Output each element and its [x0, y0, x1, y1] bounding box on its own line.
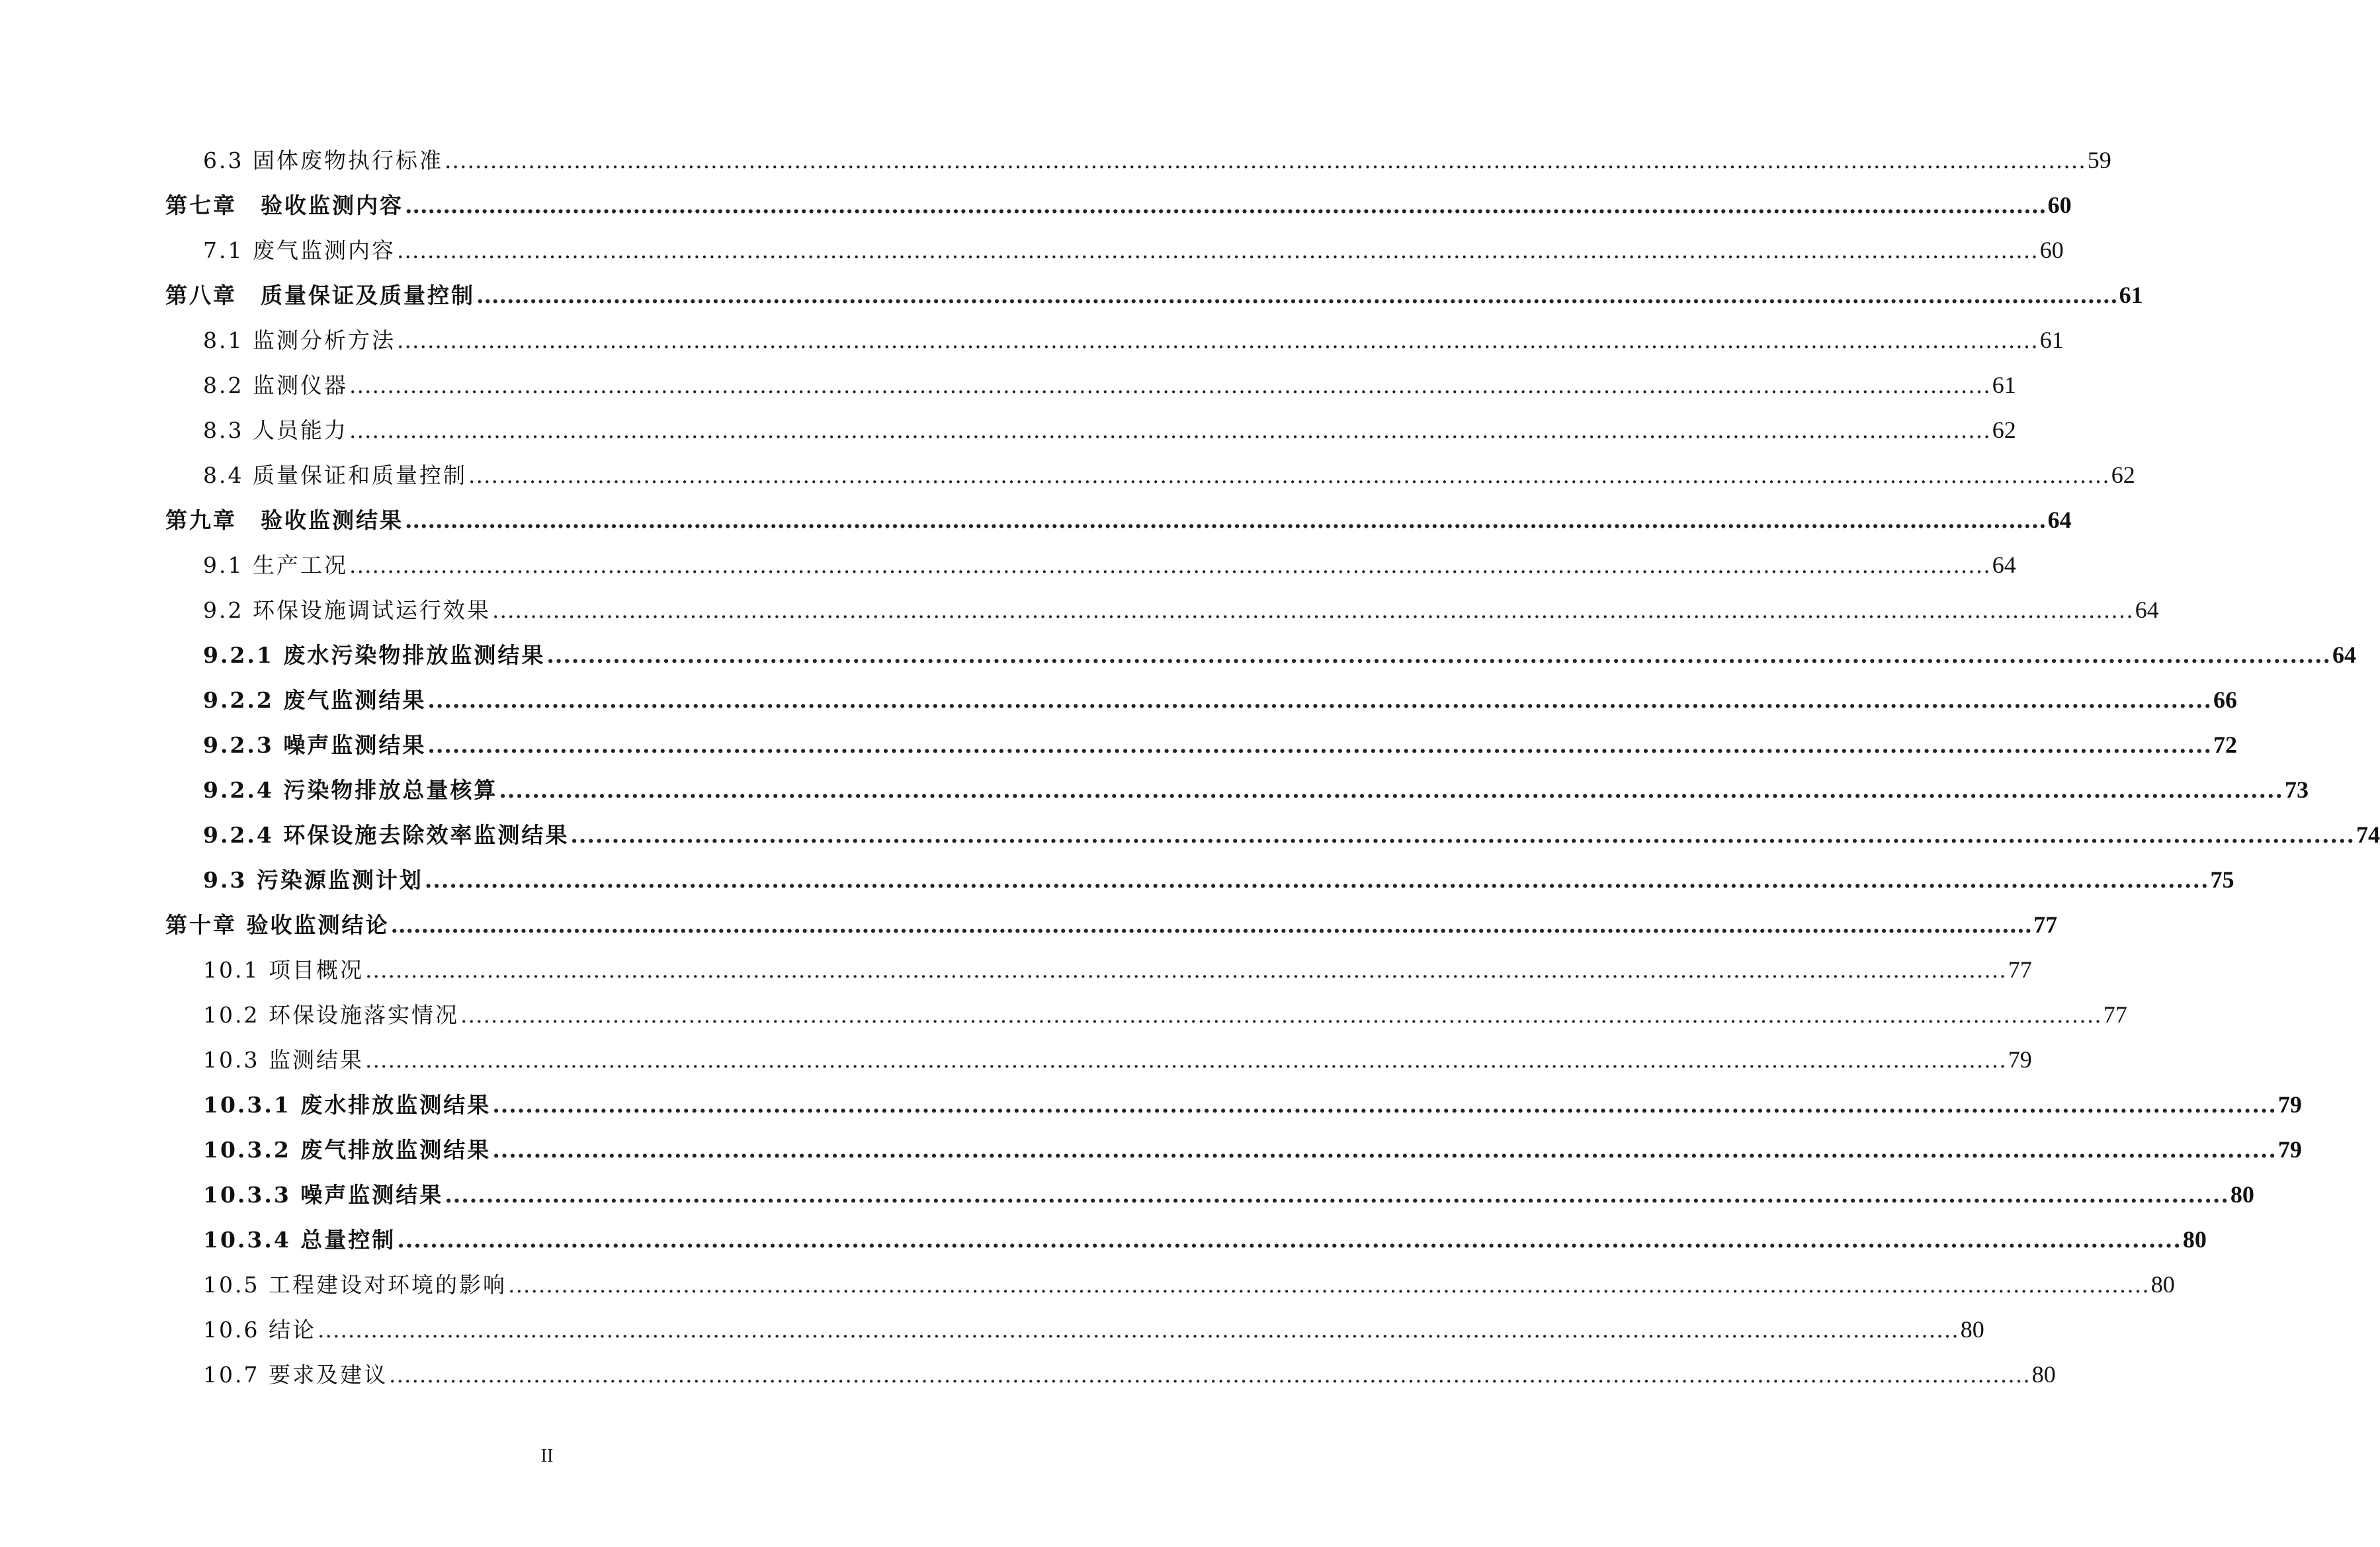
toc-entry-label: 9.2.2 废气监测结果	[203, 687, 427, 713]
toc-entry-label: 9.2.4 环保设施去除效率监测结果	[203, 822, 570, 848]
toc-leader-dots: ........................................................................................................................................................................................................................	[397, 1227, 2182, 1253]
toc-entry-label: 10.3.2 废气排放监测结果	[203, 1137, 491, 1163]
toc-entry[interactable]	[203, 369, 2016, 401]
toc-entry-label: 8.1 监测分析方法	[203, 327, 396, 353]
toc-leader-dots: ........................................................................................................................................................................................................................	[396, 327, 2039, 353]
toc-entry-page: 75	[2210, 866, 2234, 893]
toc-chapter-entry[interactable]	[165, 504, 2072, 536]
toc-entry-page: 80	[2031, 1361, 2056, 1388]
toc-entry[interactable]	[203, 684, 2237, 716]
toc-entry-label: 9.3 污染源监测计划	[203, 867, 423, 893]
toc-entry-page: 59	[2087, 147, 2111, 173]
toc-entry[interactable]	[203, 1314, 1984, 1345]
toc-entry-label: 10.3 监测结果	[203, 1047, 364, 1073]
toc-entry-page: 64	[1992, 552, 2016, 578]
toc-entry-page: 80	[2150, 1271, 2175, 1298]
toc-leader-dots: ........................................................................................................................................................................................................................	[468, 462, 2110, 488]
toc-chapter-entry[interactable]	[165, 189, 2072, 221]
toc-entry-page: 61	[2039, 327, 2064, 353]
toc-leader-dots: ........................................................................................................................................................................................................................	[492, 1092, 2277, 1118]
toc-entry-label: 10.2 环保设施落实情况	[203, 1002, 459, 1028]
toc-leader-dots: ........................................................................................................................................................................................................................	[317, 1317, 1959, 1343]
toc-entry-page: 79	[2277, 1091, 2302, 1118]
toc-entry-page: 64	[2047, 507, 2072, 533]
toc-entry-page: 66	[2213, 687, 2237, 713]
toc-entry[interactable]	[203, 864, 2234, 896]
toc-entry-label: 10.7 要求及建议	[203, 1362, 388, 1388]
toc-entry-label: 10.3.1 废水排放监测结果	[203, 1092, 491, 1118]
toc-leader-dots: ........................................................................................................................................................................................................................	[499, 777, 2283, 803]
toc-entry-page: 79	[2008, 1046, 2032, 1073]
toc-entry[interactable]	[203, 144, 2111, 176]
toc-leader-dots: ........................................................................................................................................................................................................................	[390, 912, 2033, 938]
toc-entry[interactable]	[203, 1269, 2175, 1300]
toc-entry[interactable]	[203, 1179, 2254, 1210]
toc-entry[interactable]	[203, 1224, 2207, 1255]
toc-entry-label: 第九章 验收监测结果	[165, 507, 404, 533]
toc-entry-label: 10.5 工程建设对环境的影响	[203, 1272, 507, 1298]
toc-leader-dots: ........................................................................................................................................................................................................................	[349, 417, 1991, 443]
toc-chapter-entry[interactable]	[165, 909, 2058, 941]
toc-entry[interactable]	[203, 729, 2237, 761]
toc-entry-page: 80	[1960, 1316, 1984, 1343]
toc-leader-dots: ........................................................................................................................................................................................................................	[388, 1362, 2031, 1388]
toc-leader-dots: ........................................................................................................................................................................................................................	[349, 552, 1991, 578]
toc-entry-label: 6.3 固体废物执行标准	[203, 147, 443, 173]
page-number: II	[540, 1446, 554, 1466]
toc-entry-label: 9.1 生产工况	[203, 552, 348, 578]
toc-entry-label: 7.1 废气监测内容	[203, 237, 396, 263]
toc-leader-dots: ........................................................................................................................................................................................................................	[427, 732, 2212, 758]
toc-entry[interactable]	[203, 324, 2064, 356]
toc-entry[interactable]	[203, 1134, 2302, 1165]
toc-entry-page: 64	[2332, 642, 2356, 668]
toc-entry-page: 60	[2047, 192, 2072, 218]
toc-entry-label: 8.4 质量保证和质量控制	[203, 462, 467, 488]
toc-entry[interactable]	[203, 999, 2127, 1030]
toc-entry[interactable]	[203, 774, 2309, 806]
toc-leader-dots: ........................................................................................................................................................................................................................	[424, 867, 2209, 893]
toc-entry-label: 第七章 验收监测内容	[165, 192, 404, 218]
toc-entry-page: 77	[2008, 956, 2032, 983]
toc-leader-dots: ........................................................................................................................................................................................................................	[364, 957, 2007, 983]
toc-leader-dots: ........................................................................................................................................................................................................................	[349, 372, 1991, 398]
toc-leader-dots: ........................................................................................................................................................................................................................	[405, 507, 2047, 533]
toc-leader-dots: ........................................................................................................................................................................................................................	[546, 642, 2331, 668]
toc-entry-label: 10.3.4 总量控制	[203, 1227, 396, 1253]
toc-entry-page: 77	[2103, 1001, 2127, 1028]
toc-entry[interactable]	[203, 549, 2016, 581]
toc-entry-label: 9.2.4 污染物排放总量核算	[203, 777, 498, 803]
toc-entry[interactable]	[203, 639, 2356, 671]
toc-entry-page: 80	[2182, 1226, 2207, 1253]
toc-entry[interactable]	[203, 954, 2032, 985]
toc-entry[interactable]	[203, 1089, 2302, 1120]
toc-entry-label: 10.1 项目概况	[203, 957, 364, 983]
toc-leader-dots: ........................................................................................................................................................................................................................	[427, 687, 2212, 713]
toc-entry[interactable]	[203, 594, 2159, 626]
toc-entry[interactable]	[203, 459, 2135, 491]
toc-entry-page: 74	[2356, 821, 2380, 848]
toc-leader-dots: ........................................................................................................................................................................................................................	[476, 282, 2118, 308]
toc-entry-page: 62	[1992, 417, 2016, 443]
toc-leader-dots: ........................................................................................................................................................................................................................	[445, 1182, 2229, 1208]
toc-entry-page: 80	[2230, 1181, 2254, 1208]
toc-entry-label: 8.2 监测仪器	[203, 372, 348, 398]
toc-entry-page: 61	[2119, 282, 2143, 308]
toc-leader-dots: ........................................................................................................................................................................................................................	[570, 822, 2355, 848]
toc-leader-dots: ........................................................................................................................................................................................................................	[405, 192, 2047, 218]
toc-entry-page: 64	[2135, 597, 2159, 623]
toc-chapter-entry[interactable]	[165, 279, 2143, 311]
toc-entry-label: 第八章 质量保证及质量控制	[165, 282, 475, 308]
toc-leader-dots: ........................................................................................................................................................................................................................	[492, 1137, 2277, 1163]
toc-entry-label: 8.3 人员能力	[203, 417, 348, 443]
toc-entry-page: 77	[2033, 911, 2058, 938]
toc-entry-label: 9.2.3 噪声监测结果	[203, 732, 427, 758]
toc-entry-page: 73	[2284, 776, 2309, 803]
toc-entry-page: 79	[2277, 1136, 2302, 1163]
toc-entry-page: 72	[2213, 732, 2237, 758]
toc-leader-dots: ........................................................................................................................................................................................................................	[507, 1272, 2150, 1298]
toc-entry-label: 10.3.3 噪声监测结果	[203, 1182, 444, 1208]
toc-entry[interactable]	[203, 234, 2064, 266]
toc-entry[interactable]	[203, 819, 2380, 851]
toc-entry-label: 9.2.1 废水污染物排放监测结果	[203, 642, 546, 668]
toc-entry[interactable]	[203, 1359, 2056, 1390]
toc-entry-page: 60	[2039, 237, 2064, 263]
toc-leader-dots: ........................................................................................................................................................................................................................	[491, 597, 2134, 623]
toc-entry-label: 第十章 验收监测结论	[165, 912, 390, 938]
toc-entry-page: 62	[2111, 462, 2135, 488]
toc-leader-dots: ........................................................................................................................................................................................................................	[396, 237, 2039, 263]
toc-leader-dots: ........................................................................................................................................................................................................................	[460, 1002, 2102, 1028]
toc-entry-label: 10.6 结论	[203, 1317, 316, 1343]
toc-leader-dots: ........................................................................................................................................................................................................................	[444, 147, 2086, 173]
toc-leader-dots: ........................................................................................................................................................................................................................	[364, 1047, 2007, 1073]
toc-entry-page: 61	[1992, 372, 2016, 398]
toc-entry[interactable]	[203, 1044, 2032, 1075]
toc-entry-label: 9.2 环保设施调试运行效果	[203, 597, 491, 623]
toc-entry[interactable]	[203, 414, 2016, 446]
